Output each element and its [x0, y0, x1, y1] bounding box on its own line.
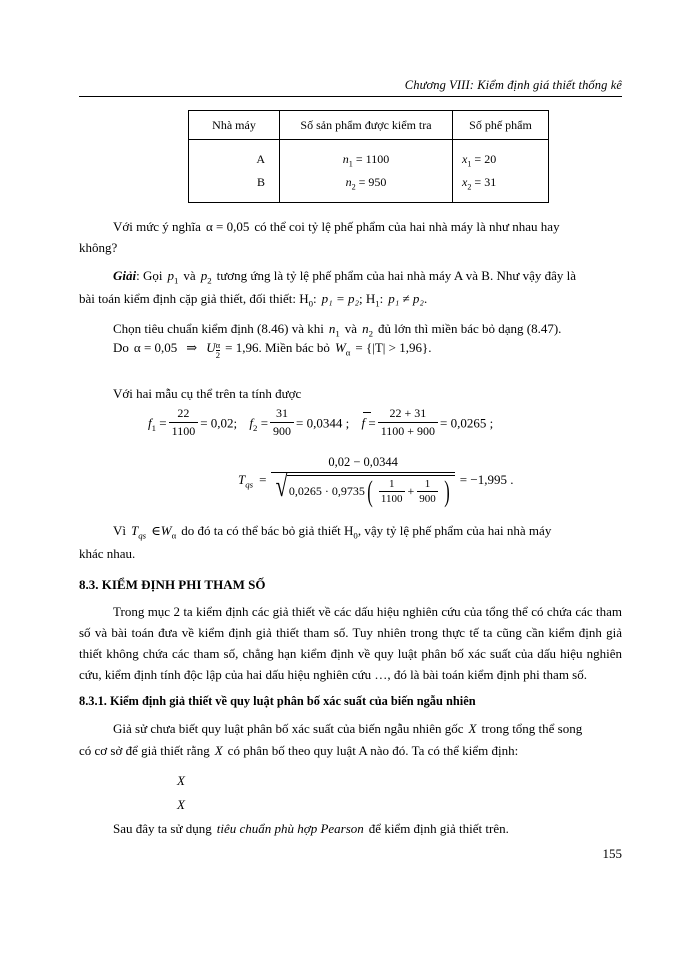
page-number: 155 [602, 846, 622, 861]
factory-a: A [256, 151, 265, 166]
solution-paragraph: Giải: Gọi $p_1$ và $p_2$ tương ứng là tỷ lệ phế phẩm của hai nhà máy A và B. Như vậy đây là [113, 268, 577, 286]
left-paren: ( [367, 475, 373, 509]
hypothesis-h1-line: X [177, 797, 185, 812]
defect-count-2: $x_2 = 31$ [462, 175, 497, 192]
factory-cell [189, 140, 280, 203]
two-samples-paragraph: Với hai mẫu cụ thể trên ta tính được [113, 386, 302, 401]
rejection-set: = {|T| > 1,96} [355, 340, 429, 355]
data-table [188, 110, 549, 203]
frequency-formulas: $f_1$ = $\frac{22}{1100}$ = 0,02; $f_2$ = $\frac{31}{900}$ = 0,0344 ; f = $\frac{22 + 31}{1100 + 900}$ = 0,0265 ; [148, 406, 494, 439]
solution-label: Giải [113, 268, 137, 283]
conclusion-paragraph: Vì $T_{qs}$ $\in W_\alpha$ do đó ta có thể bác bỏ giả thiết $H_0$, vậy tỷ lệ phế phẩm của hai nhà máy [113, 523, 552, 541]
tqs-result: = −1,995 . [459, 472, 514, 487]
pearson-line: Sau đây ta sử dụng tiêu chuẩn phù hợp Pearson để kiểm định giả thiết trên. [113, 821, 509, 836]
sample-size-2: $n_2 = 950$ [345, 175, 387, 192]
section-8-3-heading: 8.3. KIỂM ĐỊNH PHI THAM SỐ [79, 577, 266, 592]
section-8-3-1-heading: 8.3.1. Kiểm định giả thiết về quy luật phân bố xác suất của biến ngẫu nhiên [79, 694, 476, 708]
section-8-3-1-body: Giả sử chưa biết quy luật phân bố xác suất của biến ngẫu nhiên gốc X trong tổng thể song [113, 721, 583, 736]
f-bar-symbol: f [362, 415, 366, 431]
tqs-label: $T_{qs}$ [238, 472, 254, 490]
table-header-cell: Số sản phẩm được kiểm tra [280, 111, 453, 140]
header-rule [79, 96, 622, 97]
inverse-n2-fraction: $\frac{1}{900}$ [419, 478, 436, 505]
conclusion-paragraph-line2: khác nhau. [79, 546, 136, 561]
defect-count-1: $x_1 = 20$ [462, 151, 497, 168]
solution-paragraph-line2: bài toán kiểm định cặp giả thiết, đối thiết: $H_0$: p₁ = p₂; $H_1$: p₁ ≠ p₂. [79, 291, 428, 309]
square-root: √ 0,0265 · 0,9735 ( $\frac{1}{1100}$ + $\frac{1}{900}$ ) [271, 475, 454, 505]
radical-sign: √ [276, 470, 288, 503]
running-head: Chương VIII: Kiểm định giá thiết thống kê [404, 78, 622, 92]
tqs-numerator: 0,02 − 0,0344 [328, 455, 398, 469]
hypothesis-h0-line: X [177, 773, 185, 788]
f2-fraction: $\frac{31}{900}$ [270, 406, 294, 439]
factory-b: B [256, 175, 265, 189]
sample-size-1: $n_1 = 1100$ [342, 151, 390, 168]
criterion-paragraph: Chọn tiêu chuẩn kiểm định (8.46) và khi $n_1$ và $n_2$ đủ lớn thì miền bác bỏ dạng (8.47). [113, 321, 562, 339]
hypothesis-h1-equation: p₁ ≠ p₂ [388, 291, 424, 306]
inverse-n1-fraction: $\frac{1}{1100}$ [380, 478, 403, 505]
section-8-3-body: Trong mục 2 ta kiểm định các giả thiết về các dấu hiệu nghiên cứu của tổng thể có chứa các tham số và bài toán đưa về kiểm định giả thiết tham số. Tuy nhiên trong thực tế ta cũng cần kiểm định giả thiết không chứa các tham số, chẳng hạn kiểm định về quy luật phân bố xác suất của dấu hiệu nghiên cứu, kiểm định tính độc lập của hai dấu hiệu nghiên cứu …, đó là bài toán kiểm định phi tham số. [79, 604, 622, 683]
tqs-denominator [271, 470, 454, 509]
tqs-fraction [271, 455, 454, 509]
fbar-fraction: $\frac{22 + 31}{1100 + 900}$ [378, 406, 438, 439]
section-8-3-1-body-line2: có cơ sở để giả thiết rằng X có phân bố theo quy luật A nào đó. Ta có thể kiểm định: [79, 743, 519, 758]
table-header-cell: Nhà máy [189, 111, 280, 140]
right-paren: ) [444, 475, 450, 509]
f1-fraction: $\frac{22}{1100}$ [169, 406, 199, 439]
defect-count-cell [453, 140, 549, 203]
sample-size-cell [280, 140, 453, 203]
question-paragraph-line2: không? [79, 240, 118, 255]
rejection-region-line: Do α = 0,05 ⇒ U $\frac{\alpha}{2}$ = 1,96. Miền bác bỏ $W_\alpha = \{|T| > 1,96\}$. [113, 340, 432, 361]
table-header-cell: Số phế phẩm [453, 111, 549, 140]
question-paragraph: Với mức ý nghĩa α = 0,05 có thể coi tỷ lệ phế phẩm của hai nhà máy là như nhau hay [113, 219, 560, 234]
pearson-criterion-name: tiêu chuẩn phù hợp Pearson [216, 821, 364, 836]
hypothesis-h0-equation: p₁ = p₂ [321, 291, 359, 306]
table-body-row [189, 140, 549, 203]
alpha-over-two-subscript: $\frac{\alpha}{2}$ [215, 340, 221, 361]
test-statistic-formula: $T_{qs}$ = 0,02 − 0,0344 √ 0,0265 · 0,9735 ( $\frac{1}{1100}$ + $\frac{1}{900}$ ) = −1,995 . [238, 455, 514, 509]
table-header-row [189, 111, 549, 140]
